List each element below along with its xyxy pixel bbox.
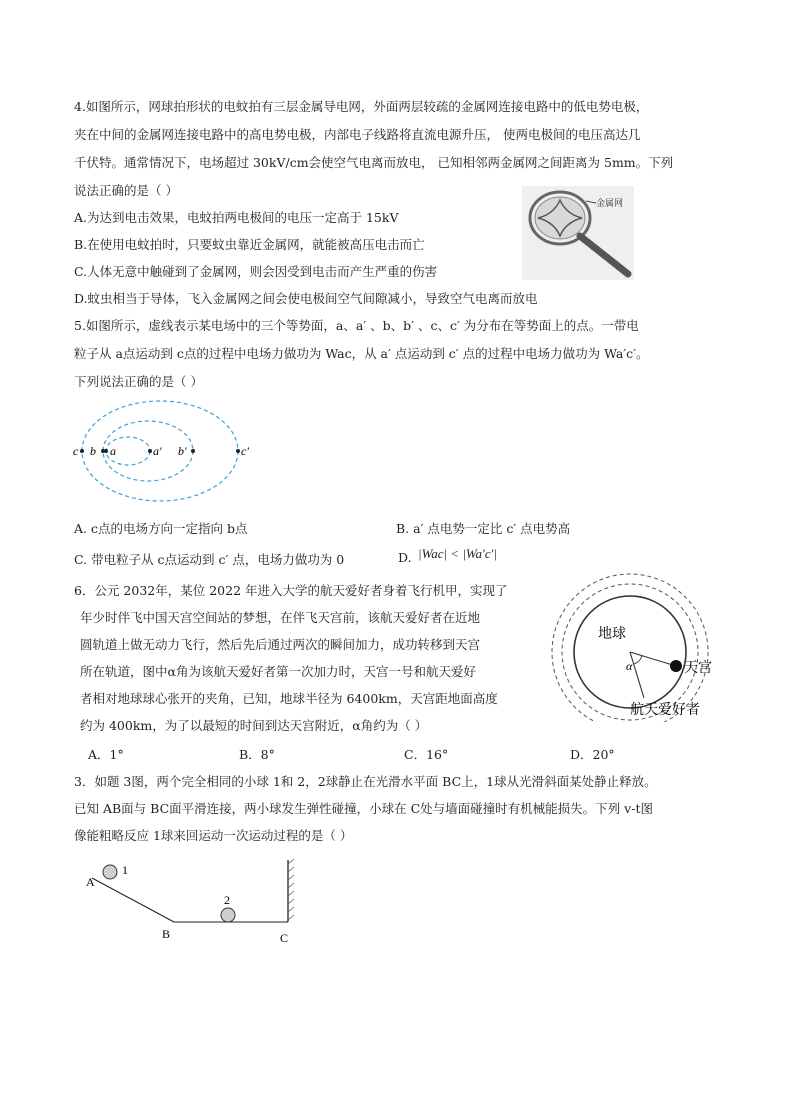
q6-option-d: D．20° <box>570 747 615 762</box>
q4-option-c: C.人体无意中触碰到了金属网，则会因受到电击而产生严重的伤害 <box>74 264 438 279</box>
point-a-label: a <box>110 444 116 458</box>
q5-line: 粒子从 a点运动到 c点的过程中电场力做功为 Wac，从 a′ 点运动到 c′ 点的过程中电场力做功为 Wa′c′。 <box>74 346 649 361</box>
q6-line: 6．公元 2032年，某位 2022 年进入大学的航天爱好者身着飞行机甲，实现了 <box>74 583 508 598</box>
equipotential-figure <box>70 398 250 508</box>
tiangong-station-icon <box>670 660 682 672</box>
point-b-prime-label: b′ <box>178 444 187 458</box>
point-c-label: c <box>73 444 79 458</box>
q4-option-b: B.在使用电蚊拍时，只要蚊虫靠近金属网，就能被高压电击而亡 <box>74 237 425 252</box>
q5-line: 下列说法正确的是（ ） <box>74 374 203 389</box>
point-A-label: A <box>86 875 95 889</box>
q3-line: 已知 AB面与 BC面平滑连接，两小球发生弹性碰撞，小球在 C处与墙面碰撞时有机械能损失。下列 v-t图 <box>74 801 653 816</box>
q5-option-b: B. a′ 点电势一定比 c′ 点电势高 <box>396 521 571 536</box>
incline-figure <box>82 856 302 946</box>
q4-line: 说法正确的是（ ） <box>74 183 178 198</box>
q4-option-a: A.为达到电击效果，电蚊拍两电极间的电压一定高于 15kV <box>74 210 399 225</box>
q3-line: 像能粗略反应 1球来回运动一次运动过程的是（ ） <box>74 828 353 843</box>
point-C-label: C <box>280 931 289 945</box>
q5-option-a: A. c点的电场方向一定指向 b点 <box>74 521 248 536</box>
point-b-label: b <box>90 444 96 458</box>
mosquito-racket-figure <box>522 186 634 280</box>
q5-option-c: C. 带电粒子从 c点运动到 c′ 点，电场力做功为 0 <box>74 552 345 567</box>
point-c-prime-label: c′ <box>241 444 249 458</box>
orbit-figure <box>546 572 726 722</box>
point-a-prime-label: a′ <box>153 444 162 458</box>
q5-line: 5.如图所示，虚线表示某电场中的三个等势面，a、a′ 、b、b′ 、c、c′ 为分布在等势面上的点。一带电 <box>74 318 639 333</box>
enthusiast-label: 航天爱好者 <box>630 702 700 718</box>
ball-2-icon <box>221 908 235 922</box>
q3-line: 3．如题 3图，两个完全相同的小球 1和 2，2球静止在光滑水平面 BC上，1球从光滑斜面某处静止释放。 <box>74 774 657 789</box>
q6-option-a: A．1° <box>88 747 124 762</box>
earth-label: 地球 <box>598 626 626 642</box>
tiangong-label: 天宫 <box>684 660 712 676</box>
q5-option-d-math: |Wac| < |Wa′c′| <box>418 546 498 561</box>
q6-line: 者相对地球球心张开的夹角，已知，地球半径为 6400km，天宫距地面高度 <box>80 691 498 706</box>
q4-line: 夹在中间的金属网连接电路中的高电势电极，内部电子线路将直流电源升压， 使两电极间的电压高达几 <box>74 127 641 142</box>
q4-line: 千伏特。通常情况下，电场超过 30kV/cm会使空气电离而放电， 已知相邻两金属网之间距离为 5mm。下列 <box>74 155 674 170</box>
q6-line: 约为 400km，为了以最短的时间到达天宫附近，α角约为（ ） <box>80 718 428 733</box>
q5-option-d: D. <box>398 550 412 565</box>
metal-mesh-label: 金属网 <box>596 199 624 209</box>
q6-option-b: B．8° <box>239 747 275 762</box>
q6-line: 所在轨道，图中α角为该航天爱好者第一次加力时，天宫一号和航天爱好 <box>80 664 476 679</box>
point-B-label: B <box>162 927 171 941</box>
q6-line: 圆轨道上做无动力飞行，然后先后通过两次的瞬间加力，成功转移到天宫 <box>80 637 481 652</box>
ball-1-label: 1 <box>122 863 128 877</box>
q6-line: 年少时伴飞中国天宫空间站的梦想，在伴飞天宫前，该航天爱好者在近地 <box>80 610 481 625</box>
q4-line: 4.如图所示，网球拍形状的电蚊拍有三层金属导电网，外面两层较疏的金属网连接电路中的低电势电极， <box>74 99 649 114</box>
q6-option-c: C．16° <box>404 747 449 762</box>
q4-option-d: D.蚊虫相当于导体，飞入金属网之间会使电极间空气间隙减小，导致空气电离而放电 <box>74 291 538 306</box>
angle-alpha-label: α <box>626 659 633 673</box>
ball-2-label: 2 <box>224 893 230 907</box>
ball-1-icon <box>103 865 117 879</box>
